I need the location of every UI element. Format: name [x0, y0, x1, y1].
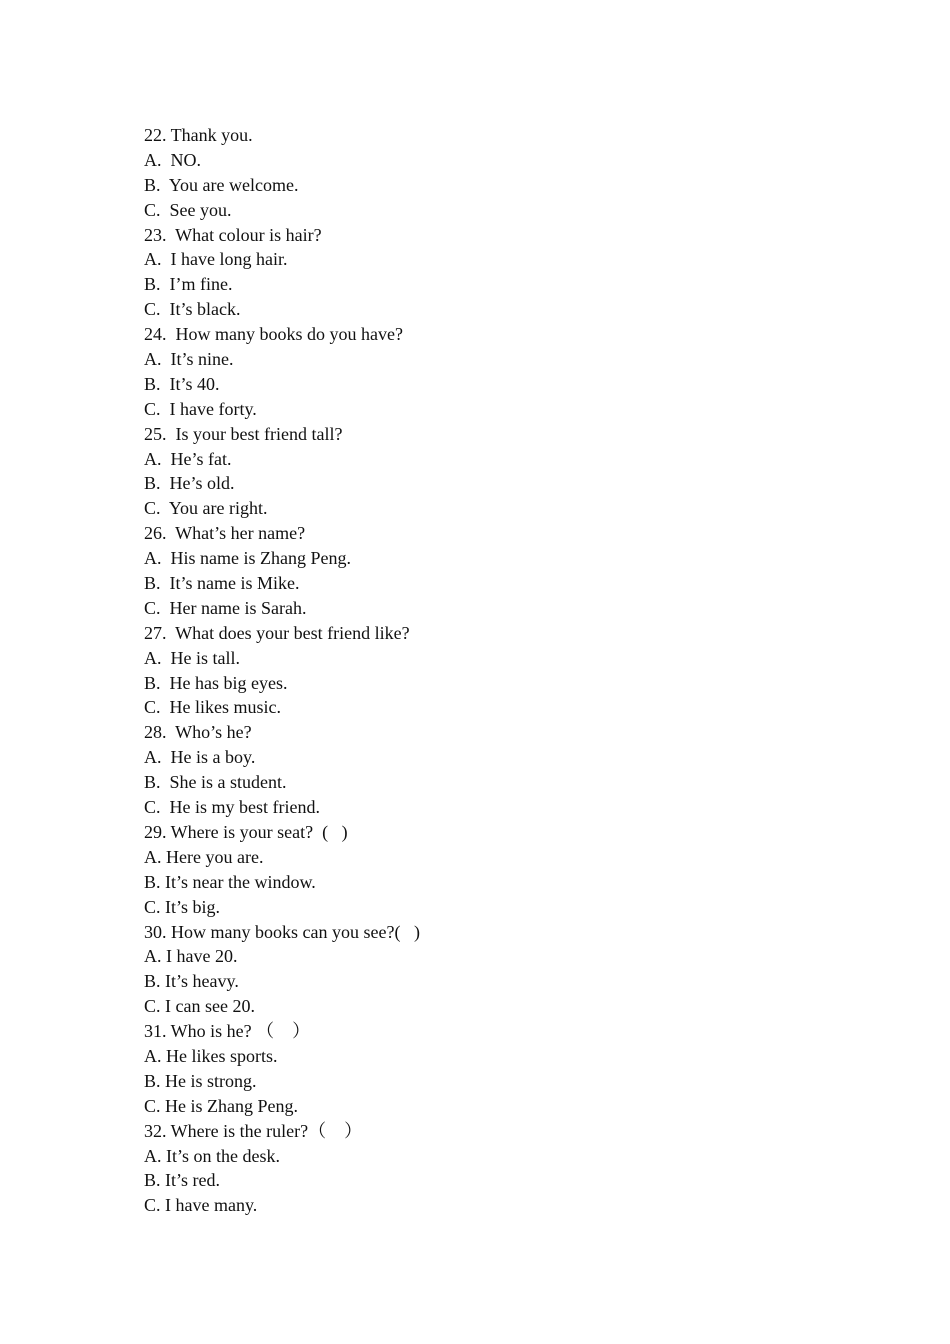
option-c: C. Her name is Sarah. — [144, 597, 307, 618]
option-c: C. It’s black. — [144, 299, 241, 320]
question-22 — [144, 123, 824, 223]
option-c: C. You are right. — [144, 498, 268, 519]
option-c: C. See you. — [144, 199, 232, 220]
option-b: B. It’s name is Mike. — [144, 573, 300, 594]
option-a: A. He is tall. — [144, 647, 240, 668]
option-c: C. It’s big. — [144, 896, 221, 917]
option-a: A. I have 20. — [144, 946, 238, 967]
question-28 — [144, 720, 824, 820]
question-stem: 32. Where is the ruler?（ ） — [144, 1120, 363, 1141]
question-30 — [144, 920, 824, 1020]
question-23 — [144, 223, 824, 323]
option-c: C. He likes music. — [144, 697, 281, 718]
option-a: A. He’s fat. — [144, 448, 232, 469]
question-stem: 25. Is your best friend tall? — [144, 423, 343, 444]
option-b: B. He’s old. — [144, 473, 235, 494]
question-27 — [144, 621, 824, 721]
question-24 — [144, 322, 824, 422]
option-b: B. He is strong. — [144, 1070, 257, 1091]
option-b: B. It’s 40. — [144, 373, 220, 394]
option-b: B. I’m fine. — [144, 274, 233, 295]
question-26 — [144, 521, 824, 621]
option-b: B. It’s heavy. — [144, 971, 239, 992]
option-a: A. Here you are. — [144, 846, 264, 867]
question-25 — [144, 422, 824, 522]
option-a: A. He likes sports. — [144, 1045, 278, 1066]
option-a: A. I have long hair. — [144, 249, 288, 270]
option-c: C. I can see 20. — [144, 996, 255, 1017]
question-stem: 28. Who’s he? — [144, 722, 252, 743]
option-c: C. He is Zhang Peng. — [144, 1095, 298, 1116]
option-b: B. You are welcome. — [144, 174, 299, 195]
option-c: C. I have many. — [144, 1195, 258, 1216]
question-32 — [144, 1119, 824, 1219]
option-b: B. It’s red. — [144, 1170, 220, 1191]
option-a: A. He is a boy. — [144, 747, 256, 768]
question-29 — [144, 820, 824, 920]
option-a: A. It’s on the desk. — [144, 1145, 280, 1166]
option-c: C. I have forty. — [144, 398, 257, 419]
question-stem: 24. How many books do you have? — [144, 324, 403, 345]
option-a: A. It’s nine. — [144, 349, 234, 370]
question-stem: 29. Where is your seat? ( ) — [144, 821, 348, 842]
question-stem: 26. What’s her name? — [144, 523, 306, 544]
question-stem: 31. Who is he? （ ） — [144, 1021, 311, 1042]
question-stem: 22. Thank you. — [144, 125, 253, 145]
option-b: B. It’s near the window. — [144, 871, 316, 892]
question-31 — [144, 1019, 824, 1119]
question-stem: 30. How many books can you see?( ) — [144, 921, 420, 942]
option-a: A. His name is Zhang Peng. — [144, 548, 351, 569]
option-a: A. NO. — [144, 149, 201, 170]
option-c: C. He is my best friend. — [144, 797, 320, 818]
option-b: B. He has big eyes. — [144, 672, 288, 693]
question-list — [144, 123, 824, 1218]
option-b: B. She is a student. — [144, 772, 287, 793]
question-stem: 27. What does your best friend like? — [144, 622, 410, 643]
question-stem: 23. What colour is hair? — [144, 224, 322, 245]
